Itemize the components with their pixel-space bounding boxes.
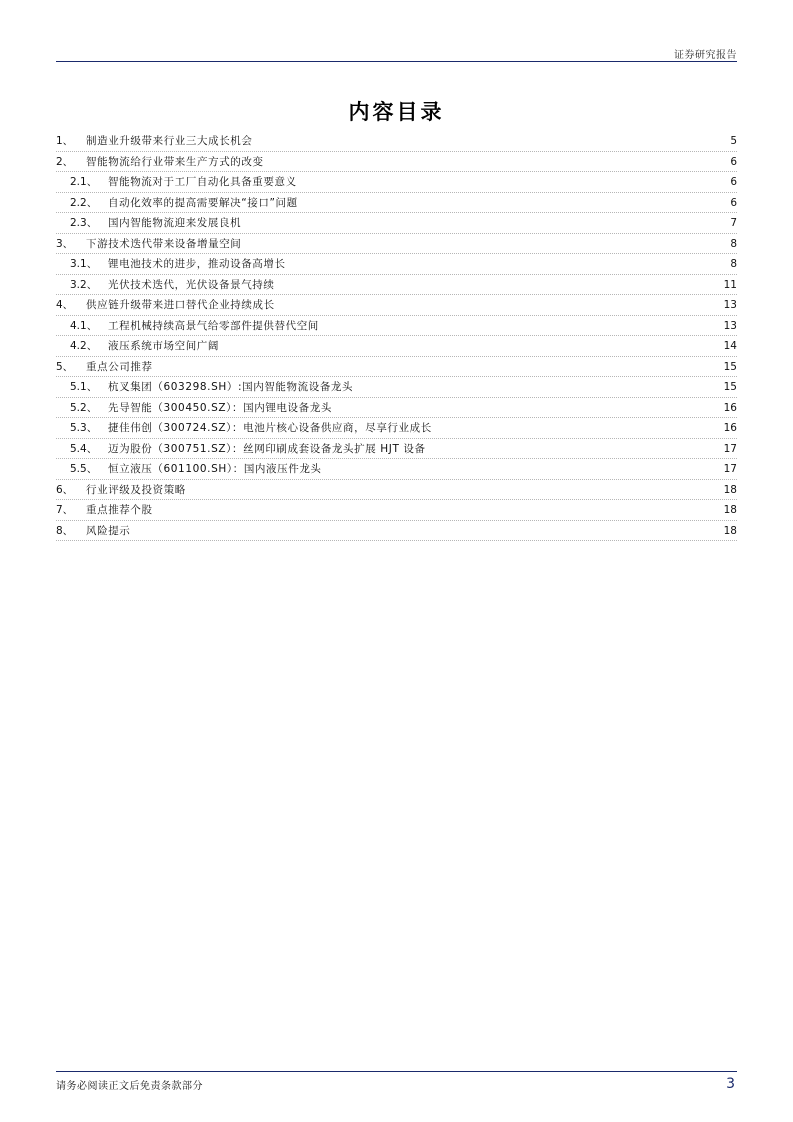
toc-entry-number: 5.1、: [70, 381, 98, 393]
toc-entry-page: 16: [723, 401, 737, 414]
toc-entry-title: 重点公司推荐: [86, 360, 153, 373]
toc-entry-page: 17: [723, 442, 737, 455]
toc-entry-title: 智能物流对于工厂自动化具备重要意义: [108, 176, 297, 188]
toc-entry-number: 4.1、: [70, 319, 98, 332]
toc-entry-page: 5: [730, 135, 737, 147]
toc-entry-title: 光伏技术迭代，光伏设备景气持续: [108, 278, 275, 291]
toc-entry-number: 2.3、: [70, 217, 98, 229]
toc-entry-4-1[interactable]: [56, 316, 737, 337]
toc-entry-number: 3、: [56, 237, 74, 250]
disclaimer-note: 请务必阅读正文后免责条款部分: [56, 1081, 203, 1092]
toc-entry-page: 13: [723, 299, 737, 311]
toc-entry-number: 3.1、: [70, 258, 98, 270]
toc-entry-1[interactable]: [56, 131, 737, 152]
toc-entry-2-1[interactable]: [56, 172, 737, 193]
toc-entry-3-1[interactable]: [56, 254, 737, 275]
toc-entry-2[interactable]: [56, 152, 737, 173]
toc-entry-number: 5.4、: [70, 442, 98, 455]
toc-entry-5-2[interactable]: [56, 398, 737, 419]
toc-entry-8[interactable]: [56, 521, 737, 542]
toc-entry-title: 迈为股份（300751.SZ）：丝网印刷成套设备龙头扩展 HJT 设备: [108, 442, 426, 455]
toc-entry-page: 8: [730, 237, 737, 250]
toc-entry-number: 2.1、: [70, 176, 98, 188]
toc-entry-number: 5.5、: [70, 463, 98, 475]
toc-entry-page: 11: [723, 278, 737, 291]
toc-entry-5-3[interactable]: [56, 418, 737, 439]
toc-entry-5-4[interactable]: [56, 439, 737, 460]
toc-entry-number: 2.2、: [70, 196, 98, 209]
toc-entry-title: 智能物流给行业带来生产方式的改变: [86, 155, 264, 168]
footer-divider: [56, 1071, 737, 1072]
toc-entry-5[interactable]: [56, 357, 737, 378]
toc-entry-page: 8: [730, 258, 737, 270]
toc-entry-title: 重点推荐个股: [86, 504, 153, 516]
report-type-label: 证券研究报告: [674, 50, 737, 61]
toc-entry-number: 4.2、: [70, 340, 98, 352]
toc-entry-page: 18: [723, 524, 737, 537]
table-of-contents: [56, 131, 737, 541]
toc-entry-page: 18: [723, 504, 737, 516]
toc-entry-4[interactable]: [56, 295, 737, 316]
toc-entry-6[interactable]: [56, 480, 737, 501]
toc-entry-number: 5.3、: [70, 422, 98, 434]
toc-entry-title: 杭叉集团（603298.SH）:国内智能物流设备龙头: [108, 381, 354, 393]
toc-entry-number: 7、: [56, 504, 74, 516]
toc-entry-title: 供应链升级带来进口替代企业持续成长: [86, 299, 275, 311]
toc-entry-number: 4、: [56, 299, 74, 311]
toc-entry-5-1[interactable]: [56, 377, 737, 398]
toc-entry-title: 捷佳伟创（300724.SZ）：电池片核心设备供应商，尽享行业成长: [108, 422, 432, 434]
toc-entry-title: 下游技术迭代带来设备增量空间: [86, 237, 242, 250]
toc-entry-page: 16: [723, 422, 737, 434]
toc-title: 内容目录: [348, 100, 445, 124]
page-number: 3: [726, 1076, 735, 1092]
toc-entry-5-5[interactable]: [56, 459, 737, 480]
toc-entry-number: 3.2、: [70, 278, 98, 291]
toc-entry-page: 6: [730, 196, 737, 209]
toc-entry-page: 6: [730, 176, 737, 188]
toc-entry-3[interactable]: [56, 234, 737, 255]
toc-entry-title: 国内智能物流迎来发展良机: [108, 217, 242, 229]
toc-entry-title: 液压系统市场空间广阔: [108, 340, 219, 352]
toc-entry-page: 17: [723, 463, 737, 475]
toc-entry-title: 工程机械持续高景气给零部件提供替代空间: [108, 319, 319, 332]
header-divider: [56, 61, 737, 62]
toc-entry-number: 6、: [56, 483, 74, 496]
toc-entry-title: 行业评级及投资策略: [86, 483, 186, 496]
toc-entry-3-2[interactable]: [56, 275, 737, 296]
toc-entry-title: 自动化效率的提高需要解决“接口”问题: [108, 196, 298, 209]
toc-entry-number: 2、: [56, 155, 74, 168]
toc-entry-title: 恒立液压（601100.SH）：国内液压件龙头: [108, 463, 322, 475]
toc-entry-page: 13: [723, 319, 737, 332]
toc-entry-page: 15: [723, 381, 737, 393]
toc-entry-2-3[interactable]: [56, 213, 737, 234]
toc-entry-title: 先导智能（300450.SZ）：国内锂电设备龙头: [108, 401, 332, 414]
toc-entry-title: 锂电池技术的进步，推动设备高增长: [108, 258, 286, 270]
toc-entry-number: 1、: [56, 135, 74, 147]
toc-entry-title: 风险提示: [86, 524, 131, 537]
toc-entry-4-2[interactable]: [56, 336, 737, 357]
toc-entry-7[interactable]: [56, 500, 737, 521]
toc-entry-page: 14: [723, 340, 737, 352]
toc-entry-page: 6: [730, 155, 737, 168]
toc-entry-page: 15: [723, 360, 737, 373]
toc-entry-title: 制造业升级带来行业三大成长机会: [86, 135, 253, 147]
toc-entry-number: 8、: [56, 524, 74, 537]
toc-entry-number: 5.2、: [70, 401, 98, 414]
toc-entry-page: 7: [730, 217, 737, 229]
toc-entry-number: 5、: [56, 360, 74, 373]
toc-entry-2-2[interactable]: [56, 193, 737, 214]
toc-entry-page: 18: [723, 483, 737, 496]
